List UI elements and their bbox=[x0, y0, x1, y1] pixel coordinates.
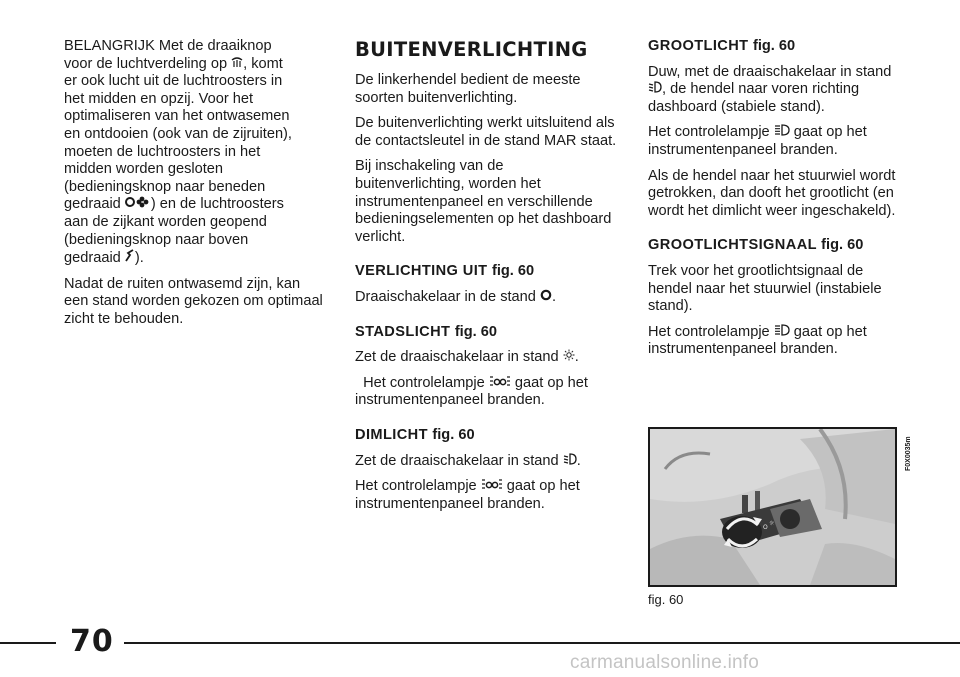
dipped-beam-icon bbox=[563, 453, 577, 471]
main-beam-indicator-icon bbox=[774, 124, 790, 142]
parking-light-icon bbox=[563, 349, 575, 367]
figure-code-text: F0X0035m bbox=[905, 436, 912, 471]
main-beam-text-2: Het controlelampje gaat op het instrumentenpaneel branden. bbox=[648, 124, 867, 158]
watermark: carmanualsonline.info bbox=[570, 652, 760, 673]
light-switch-illustration bbox=[650, 429, 895, 585]
intro-paragraph-2: De buitenverlichting werkt uitsluitend als de contactsleutel in de stand MAR staat. bbox=[355, 115, 617, 149]
off-position-icon bbox=[540, 289, 552, 307]
dipped-beam-heading: DIMLICHT fig. 60 bbox=[355, 426, 475, 443]
dipped-beam-text-1: Zet de draaischakelaar in stand . bbox=[355, 452, 581, 469]
parking-light-text-1: Zet de draaischakelaar in stand . bbox=[355, 349, 579, 366]
figure-code bbox=[902, 432, 912, 472]
main-beam-indicator-icon bbox=[774, 324, 790, 342]
left-column bbox=[64, 38, 326, 337]
ventilation-note: BELANGRIJK Met de draaiknop voor de luchtverdeling op , komt er ook lucht uit de luchtroosters in het midden en opzij. Voor het optimaliseren van het ontwasemen en ontdooien (ook van de zijruiten), moeten de luchtroosters in het midden worden gesloten (bedieningsknop naar beneden gedraaid ) en de luchtroosters aan de zijkant worden geopend (bedieningsknop naar boven gedraaid ). bbox=[64, 38, 292, 267]
defog-note: Nadat de ruiten ontwasemd zijn, kan een stand worden gekozen om optimaal zicht te behouden. bbox=[64, 275, 323, 327]
footer-rule-left bbox=[0, 642, 56, 644]
vent-open-icon bbox=[125, 249, 135, 268]
vent-closed-icon bbox=[125, 196, 151, 214]
defrost-icon bbox=[231, 56, 243, 74]
parking-lamp-indicator-icon bbox=[489, 375, 511, 393]
flash-heading: GROOTLICHTSIGNAAL fig. 60 bbox=[648, 237, 864, 254]
svg-text:☼: ☼ bbox=[769, 520, 775, 527]
main-beam-heading: GROOTLICHT fig. 60 bbox=[648, 38, 796, 54]
dipped-beam-indicator-icon bbox=[481, 478, 503, 496]
footer-rule-right bbox=[124, 642, 960, 644]
flash-text-1: Trek voor het grootlichtsignaal de hendel naar het stuurwiel (instabiele stand). bbox=[648, 262, 882, 315]
main-beam-text-3: Als de hendel naar het stuurwiel wordt getrokken, dan dooft het grootlicht (en wordt het dimlicht weer ingeschakeld). bbox=[648, 167, 896, 219]
parking-light-heading: STADSLICHT fig. 60 bbox=[355, 323, 497, 340]
svg-text:O: O bbox=[763, 524, 768, 531]
lights-off-text: Draaischakelaar in de stand . bbox=[355, 288, 557, 305]
figure-light-switch-photo bbox=[648, 427, 897, 587]
page-number: 70 bbox=[70, 624, 114, 659]
flash-text-2: Het controlelampje gaat op het instrumentenpaneel branden. bbox=[648, 323, 867, 358]
parking-light-text-2: Het controlelampje gaat op het instrumentenpaneel branden. bbox=[355, 374, 588, 409]
dipped-beam-text-2: Het controlelampje gaat op het instrumentenpaneel branden. bbox=[355, 478, 580, 512]
lights-off-heading: VERLICHTING UIT fig. 60 bbox=[355, 263, 535, 280]
dipped-beam-icon bbox=[648, 81, 662, 99]
right-column bbox=[648, 38, 900, 367]
intro-paragraph-1: De linkerhendel bedient de meeste soorten buitenverlichting. bbox=[355, 72, 581, 106]
intro-paragraph-3: Bij inschakeling van de buitenverlichting, worden het instrumentenpaneel en verschillende bedieningselementen op het dashboard verlicht. bbox=[355, 158, 612, 245]
main-beam-text-1: Duw, met de draaischakelaar in stand , de hendel naar voren richting dashboard (stabiele stand). bbox=[648, 63, 892, 115]
figure-caption: fig. 60 bbox=[648, 592, 684, 607]
middle-column bbox=[355, 38, 617, 521]
section-title: BUITENVERLICHTING bbox=[355, 38, 588, 61]
